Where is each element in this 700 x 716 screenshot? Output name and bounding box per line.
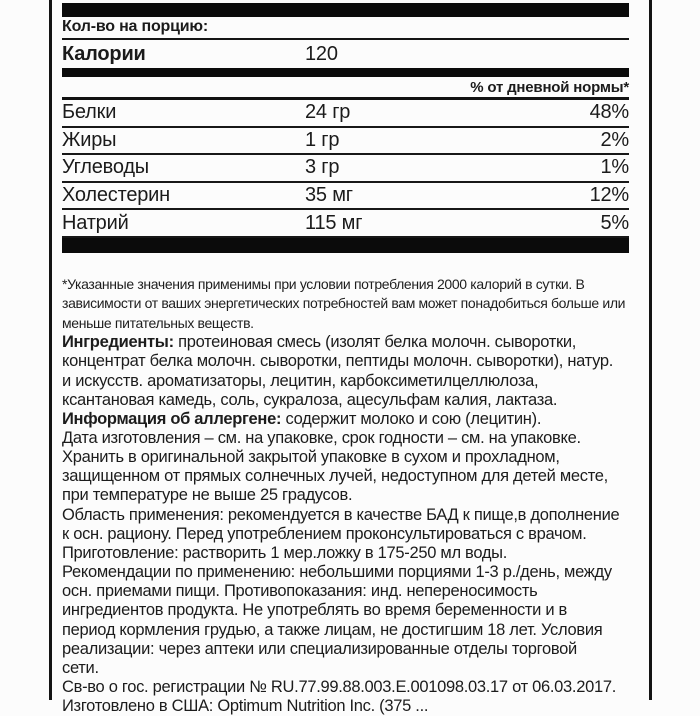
- serving-header: Кол-во на порцию:: [62, 18, 208, 36]
- serving-header-row: [62, 17, 629, 38]
- line-text: Рекомендации по применению: небольшими порциями 1-3 р./день, между: [62, 563, 612, 582]
- text-line: [62, 525, 629, 544]
- nutrient-amount: 24 гр: [305, 101, 351, 124]
- line-text: ксантановая камедь, соль, сукралоза, ацесульфам калия, лактаза.: [62, 390, 558, 409]
- separator-bar-top: [62, 3, 629, 17]
- nutrient-dv: 12%: [589, 184, 629, 207]
- nutrient-row: [62, 183, 629, 211]
- text-line: [62, 621, 629, 640]
- daily-value-header-row: [62, 77, 629, 97]
- nutrient-name: Жиры: [62, 128, 117, 151]
- footnote-line: *Указанные значения применимы при условии потребления 2000 калорий в сутки. В: [62, 275, 585, 292]
- nutrient-amount: 35 мг: [305, 184, 353, 207]
- nutrient-name: Холестерин: [62, 184, 170, 207]
- label-content: [52, 0, 649, 716]
- daily-value-footnote: [62, 275, 629, 333]
- text-line: [62, 544, 629, 563]
- bold-lead: Ингредиенты:: [62, 333, 174, 352]
- footnote-line: меньше питательных веществ.: [62, 314, 254, 331]
- line-text: при температуре не выше 25 градусов.: [62, 486, 353, 505]
- nutrient-name: Белки: [62, 101, 117, 124]
- daily-value-header: % от дневной нормы*: [470, 78, 629, 96]
- text-line: [62, 352, 629, 371]
- text-line: [62, 333, 629, 352]
- text-line: [62, 563, 629, 582]
- text-line: [62, 640, 629, 659]
- nutrient-amount: 1 гр: [305, 128, 340, 151]
- nutrient-name: Натрий: [62, 211, 129, 234]
- text-line: [62, 601, 629, 620]
- line-text: защищенном от прямых солнечных лучей, недоступном для детей месте,: [62, 467, 608, 486]
- line-text: концентрат белка молочн. сыворотки, пептиды молочн. сыворотки), натур.: [62, 352, 614, 371]
- text-line: [62, 582, 629, 601]
- calories-value: 120: [305, 42, 338, 65]
- text-line: [62, 372, 629, 391]
- bold-lead: Информация об аллергене:: [62, 409, 282, 428]
- text-line: [62, 467, 629, 486]
- nutrient-row: [62, 155, 629, 183]
- nutrient-table: [62, 100, 629, 238]
- line-text: ингредиентов продукта. Не употреблять во время беременности и в: [62, 601, 568, 620]
- line-text: реализации: через аптеки или специализированные отделы торговой: [62, 639, 577, 658]
- calories-row: [62, 40, 629, 68]
- nutrient-row: [62, 210, 629, 238]
- line-text: сети.: [62, 658, 99, 677]
- text-line: [62, 659, 629, 678]
- nutrient-amount: 3 гр: [305, 156, 340, 179]
- nutrient-name: Углеводы: [62, 156, 149, 179]
- info-text-block: [62, 333, 629, 716]
- line-text: содержит молоко и сою (лецитин).: [281, 409, 542, 428]
- line-text: и искусств. ароматизаторы, лецитин, карбоксиметилцеллюлоза,: [62, 371, 539, 390]
- separator-bar-bottom: [62, 238, 629, 253]
- nutrient-dv: 2%: [600, 128, 629, 151]
- line-text: Св-во о гос. регистрации № RU.77.99.88.003.Е.001098.03.17 от 06.03.2017.: [62, 678, 616, 696]
- text-line: [62, 486, 629, 505]
- line-text: период кормления грудью, а также лицам, не достигшим 18 лет. Условия: [62, 620, 603, 639]
- nutrition-label-panel: [49, 0, 652, 716]
- nutrient-dv: 5%: [600, 211, 629, 234]
- text-line: [62, 429, 629, 448]
- nutrient-row: [62, 100, 629, 128]
- line-text: Изготовлено в США: Optimum Nutrition Inc. (375 ...: [62, 697, 429, 716]
- nutrient-amount: 115 мг: [305, 211, 363, 234]
- text-line: [62, 506, 629, 525]
- text-line: [62, 410, 629, 429]
- line-text: Область применения: рекомендуется в качестве БАД к пище,в дополнение: [62, 505, 620, 524]
- text-line: [62, 391, 629, 410]
- line-text: к осн. рациону. Перед употреблением проконсультироваться с врачом.: [62, 524, 587, 543]
- line-text: протеиновая смесь (изолят белка молочн. сыворотки,: [173, 333, 577, 352]
- line-text: Хранить в оригинальной закрытой упаковке в сухом и прохладном,: [62, 448, 560, 467]
- nutrient-dv: 48%: [589, 101, 629, 124]
- text-line: [62, 678, 629, 697]
- calories-label: Калории: [62, 42, 146, 65]
- text-line: [62, 448, 629, 467]
- separator-bar-middle: [62, 68, 629, 77]
- line-text: Дата изготовления – см. на упаковке, срок годности – см. на упаковке.: [62, 428, 581, 447]
- line-text: Приготовление: растворить 1 мер.ложку в 175-250 мл воды.: [62, 543, 508, 562]
- text-line: [62, 697, 629, 716]
- footnote-line: зависимости от ваших энергетических потребностей вам может понадобиться больше или: [62, 295, 626, 312]
- line-text: осн. приемами пищи. Противопоказания: инд. непереносимость: [62, 582, 538, 601]
- nutrient-row: [62, 128, 629, 156]
- nutrient-dv: 1%: [600, 156, 629, 179]
